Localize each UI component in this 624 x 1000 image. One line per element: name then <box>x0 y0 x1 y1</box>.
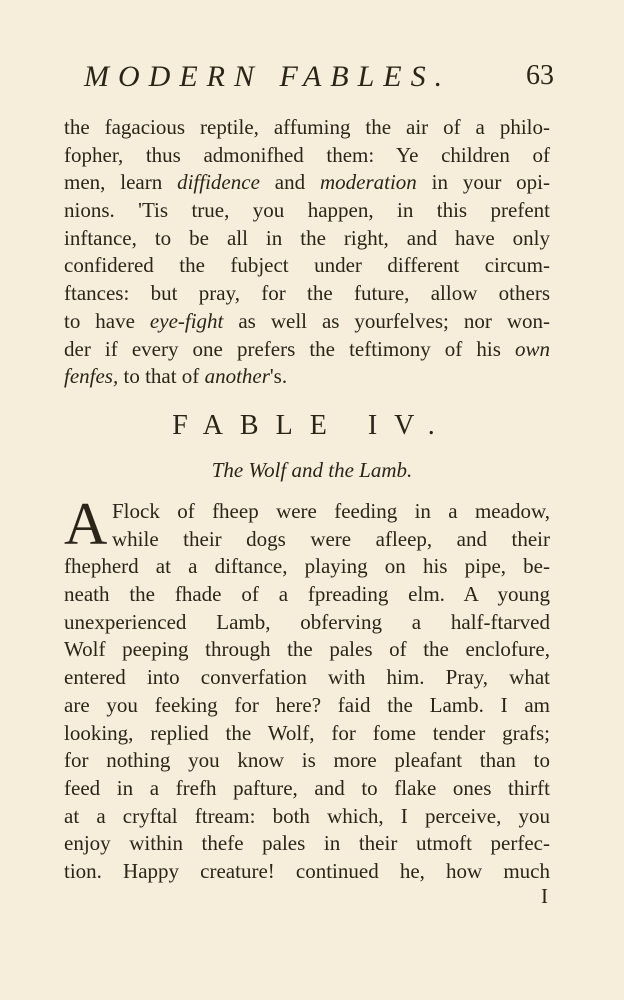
text-line: the fagacious reptile, affuming the air of a philo- <box>64 115 550 139</box>
drop-cap: A <box>64 491 108 557</box>
text-line: fopher, thus admonifhed them: Ye children of <box>64 142 550 167</box>
page-header <box>84 60 554 100</box>
text-line <box>64 336 550 364</box>
text-run: 's. <box>269 364 288 389</box>
text-line: Wolf peeping through the pales of the enclofure, <box>64 637 550 662</box>
italic-word: own <box>514 336 550 361</box>
text-run: der if every one prefers the teftimony of his <box>64 336 515 361</box>
text-line <box>64 169 550 197</box>
text-line: ftances: but pray, for the future, allow others <box>64 281 550 306</box>
text-run: to have <box>64 308 150 333</box>
fable-heading: FABLE IV. <box>172 410 452 441</box>
page-number: 63 <box>526 60 554 91</box>
text-line: while their dogs were afleep, and their <box>112 526 550 551</box>
text-run: men, learn <box>64 170 178 195</box>
text-line: tion. Happy creature! continued he, how much <box>64 858 550 883</box>
italic-word: eye-fight <box>149 308 224 333</box>
italic-word: fenfes, <box>64 364 119 389</box>
text-line: entered into converfation with him. Pray, what <box>64 665 550 690</box>
text-line: inftance, to be all in the right, and have only <box>64 225 550 250</box>
text-run: as well as yourfelves; nor won- <box>223 308 550 333</box>
text-line: feed in a frefh pafture, and to flake ones thirft <box>64 775 550 800</box>
text-line: fhepherd at a diftance, playing on his pipe, be- <box>64 554 550 579</box>
paragraph-continued <box>64 114 550 391</box>
text-line: nions. 'Tis true, you happen, in this prefent <box>64 198 550 223</box>
text-line: at a cryftal ftream: both which, I perceive, you <box>64 803 550 828</box>
italic-word: another <box>204 364 270 389</box>
fable-text <box>64 491 550 886</box>
italic-word: moderation <box>319 170 417 195</box>
text-line: are you feeking for here? faid the Lamb. I am <box>64 692 550 717</box>
fable-subtitle: The Wolf and the Lamb. <box>211 458 413 482</box>
catchword: I <box>541 884 548 908</box>
text-run: in your opi- <box>416 170 551 195</box>
text-run: to that of <box>118 364 205 389</box>
text-run: and <box>259 170 320 195</box>
text-line: Flock of fheep were feeding in a meadow, <box>112 499 550 523</box>
running-title: MODERN FABLES. <box>84 60 452 93</box>
text-line: neath the fhade of a fpreading elm. A young <box>64 582 550 607</box>
text-line: looking, replied the Wolf, for fome tender grafs; <box>64 720 550 745</box>
text-line: for nothing you know is more pleafant than to <box>64 748 550 773</box>
text-line: enjoy within thefe pales in their utmoft perfec- <box>64 831 550 856</box>
text-line <box>64 308 550 336</box>
text-line: confidered the fubject under different circum- <box>64 253 550 278</box>
text-line: unexperienced Lamb, obferving a half-ftarved <box>64 609 550 634</box>
italic-word: diffidence <box>177 170 260 195</box>
text-line <box>64 363 550 391</box>
